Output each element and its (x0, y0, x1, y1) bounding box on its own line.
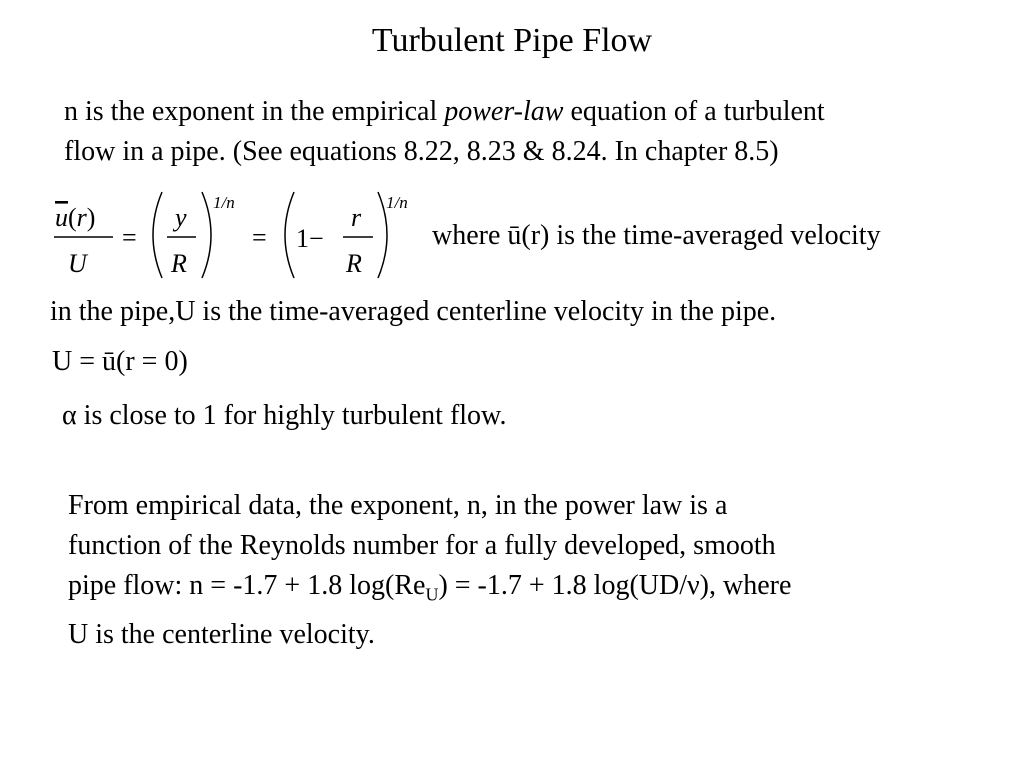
intro-text-a: n is the exponent in the empirical (64, 96, 445, 127)
intro-line-2: flow in a pipe. (See equations 8.22, 8.23 & 8.24. In chapter 8.5) (64, 136, 779, 167)
paren-left-2 (285, 192, 294, 278)
empirical-line-3b: ) = -1.7 + 1.8 log(UD/ν), where (438, 570, 792, 601)
empirical-line-3 (68, 566, 791, 615)
lhs-denominator: U (68, 249, 87, 278)
where-velocity-text: where ū(r) is the time-averaged velocity (432, 220, 881, 251)
centerline-equation: U = ū(r = 0) (52, 346, 188, 377)
paren-right-1 (202, 192, 211, 278)
empirical-paragraph (68, 486, 791, 655)
intro-line-1 (64, 92, 825, 132)
mid-numerator: y (175, 203, 187, 232)
empirical-line-4: U is the centerline velocity. (68, 618, 375, 650)
slide-title: Turbulent Pipe Flow (371, 22, 653, 59)
intro-power-law: power-law (444, 96, 564, 127)
equals-2: = (252, 223, 267, 252)
exponent-1: 1/n (213, 193, 235, 212)
one-minus: 1− (296, 224, 324, 253)
intro-paragraph (64, 92, 825, 172)
lhs-numerator: u(r) (55, 203, 96, 232)
power-law-equation (40, 186, 430, 286)
empirical-line-3a: pipe flow: n = -1.7 + 1.8 log(Re (68, 570, 426, 601)
exponent-2: 1/n (386, 193, 408, 212)
equals-1: = (122, 223, 137, 252)
paren-left-1 (153, 192, 162, 278)
intro-text-b: equation of a turbulent (563, 96, 825, 127)
alpha-statement: α is close to 1 for highly turbulent flow. (62, 400, 507, 431)
pipe-velocity-line: in the pipe,U is the time-averaged centerline velocity in the pipe. (50, 296, 777, 327)
empirical-line-2: function of the Reynolds number for a fully developed, smooth (68, 530, 776, 561)
reynolds-subscript: U (425, 584, 439, 605)
rhs-denominator: R (346, 249, 362, 278)
rhs-numerator: r (351, 203, 362, 232)
mid-denominator: R (171, 249, 187, 278)
empirical-line-1: From empirical data, the exponent, n, in the power law is a (68, 490, 728, 521)
